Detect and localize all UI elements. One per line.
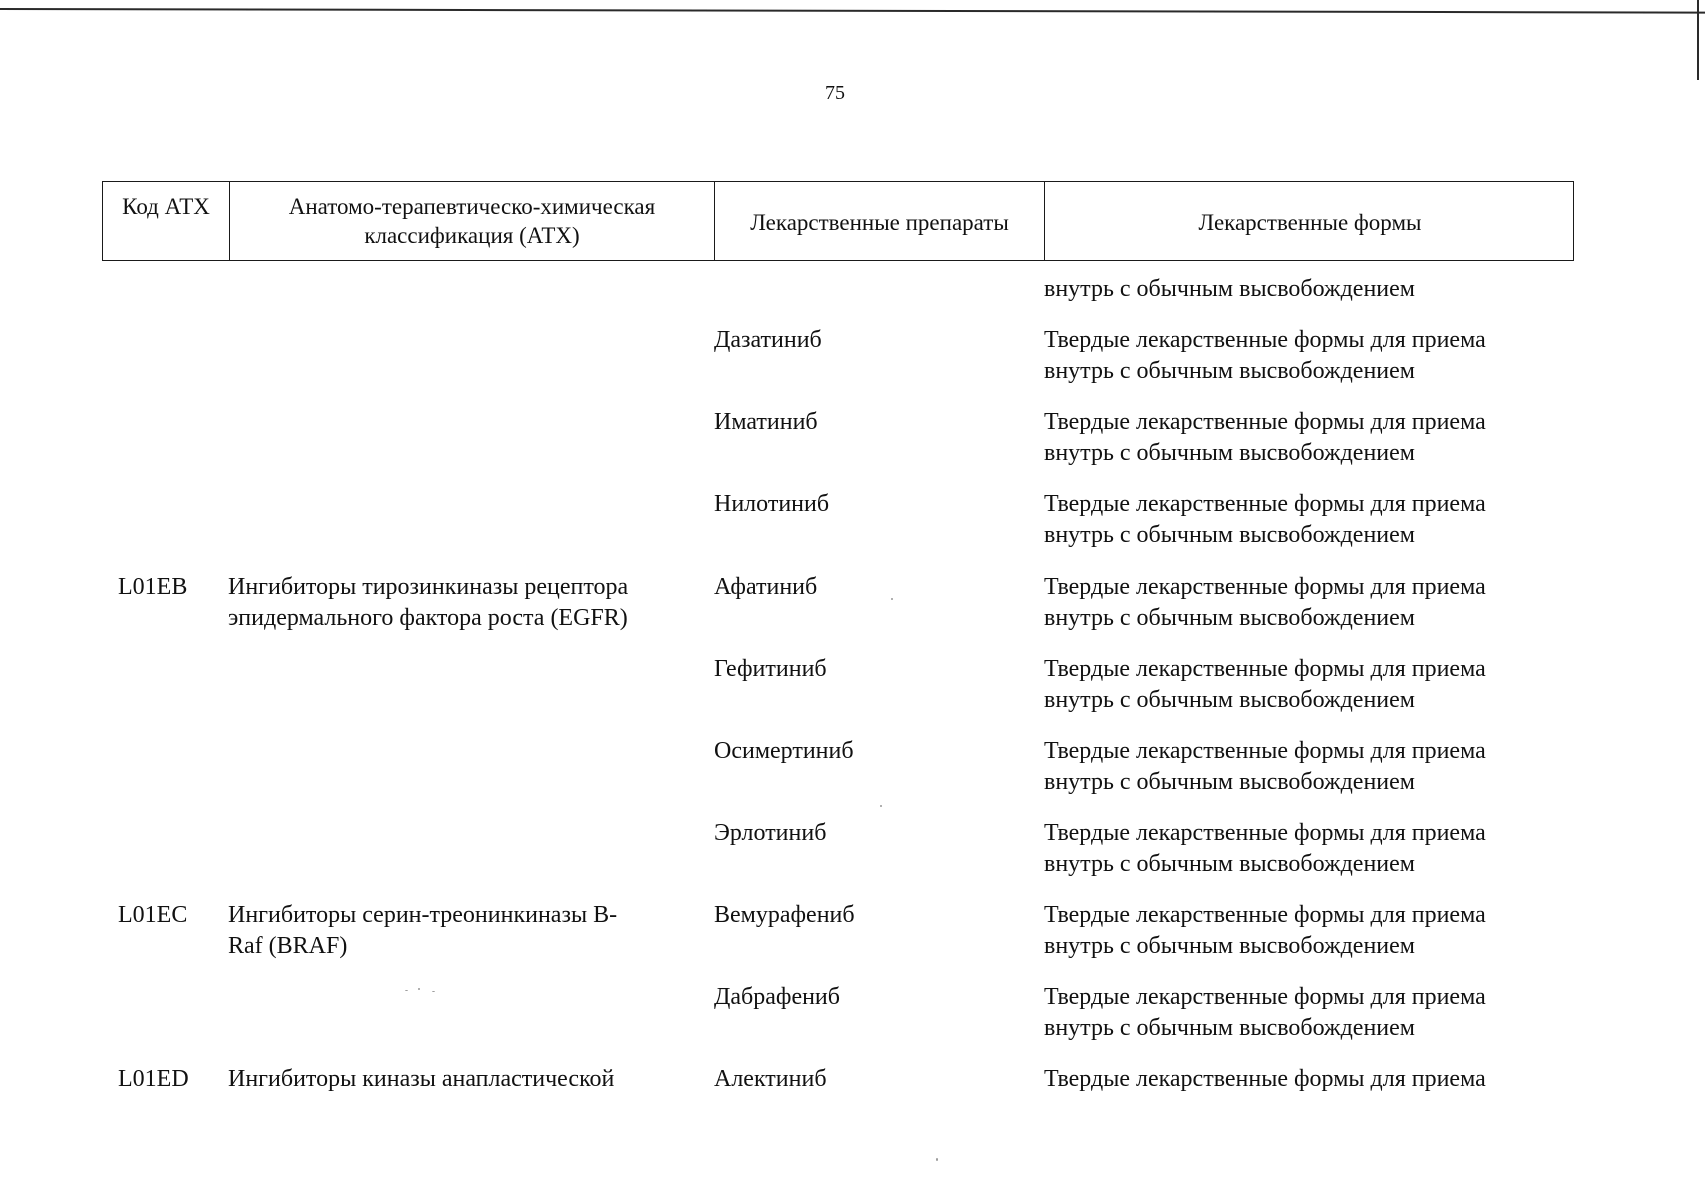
atc-classification-line: Ингибиторы тирозинкиназы рецептора [228,574,629,600]
table-header [102,181,1574,261]
drug-name-cell: Афатиниб [714,574,818,600]
scan-speck [880,805,882,807]
atc-classification-line: Raf (BRAF) [228,933,348,959]
scan-speck [418,988,420,990]
drug-name-cell: Дабрафениб [714,984,840,1010]
header-drugs: Лекарственные препараты [714,182,1044,260]
header-classification-line-2: классификация (АТХ) [364,223,580,248]
dosage-form-line: внутрь с обычным высвобождением [1044,440,1415,466]
scan-speck [936,1158,938,1161]
dosage-form-line: внутрь с обычным высвобождением [1044,1015,1415,1041]
scan-speck [405,990,408,991]
dosage-form-line: внутрь с обычным высвобождением [1044,851,1415,877]
atc-code-cell: L01EC [118,902,188,928]
dosage-form-line: внутрь с обычным высвобождением [1044,358,1415,384]
page-number: 75 [825,82,845,104]
dosage-form-line: внутрь с обычным высвобождением [1044,933,1415,959]
dosage-form-line: Твердые лекарственные формы для приема [1044,409,1486,435]
dosage-form-line: Твердые лекарственные формы для приема [1044,574,1486,600]
atc-classification-line: эпидермального фактора роста (EGFR) [228,605,628,631]
dosage-form-line: Твердые лекарственные формы для приема [1044,984,1486,1010]
scan-top-edge-line [0,8,1705,14]
drug-name-cell: Дазатиниб [714,327,822,353]
atc-classification-line: Ингибиторы серин-треонинкиназы B- [228,902,618,928]
atc-code-cell: L01ED [118,1066,189,1092]
dosage-form-line: Твердые лекарственные формы для приема [1044,656,1486,682]
dosage-form-line: Твердые лекарственные формы для приема [1044,738,1486,764]
drug-name-cell: Иматиниб [714,409,818,435]
header-classification-line-1: Анатомо-терапевтическо-химическая [288,194,656,219]
drug-name-cell: Вемурафениб [714,902,855,928]
header-atc-classification [229,182,714,260]
dosage-form-line: Твердые лекарственные формы для приема [1044,902,1486,928]
atc-code-cell: L01EB [118,574,188,600]
dosage-form-line: Твердые лекарственные формы для приема [1044,820,1486,846]
drug-name-cell: Гефитиниб [714,656,827,682]
scan-speck [432,991,435,992]
header-dosage-forms: Лекарственные формы [1044,182,1575,260]
dosage-form-line: Твердые лекарственные формы для приема [1044,1066,1486,1092]
dosage-form-line: внутрь с обычным высвобождением [1044,769,1415,795]
header-atc-code: Код АТХ [122,194,210,219]
dosage-form-line: внутрь с обычным высвобождением [1044,276,1415,302]
dosage-form-line: внутрь с обычным высвобождением [1044,687,1415,713]
drug-name-cell: Эрлотиниб [714,820,827,846]
drug-name-cell: Осимертиниб [714,738,854,764]
dosage-form-line: Твердые лекарственные формы для приема [1044,491,1486,517]
scan-right-edge-line [1697,0,1699,80]
dosage-form-line: внутрь с обычным высвобождением [1044,605,1415,631]
dosage-form-line: Твердые лекарственные формы для приема [1044,327,1486,353]
drug-name-cell: Нилотиниб [714,491,830,517]
scan-speck [891,598,893,600]
dosage-form-line: внутрь с обычным высвобождением [1044,522,1415,548]
atc-classification-line: Ингибиторы киназы анапластической [228,1066,615,1092]
drug-name-cell: Алектиниб [714,1066,827,1092]
